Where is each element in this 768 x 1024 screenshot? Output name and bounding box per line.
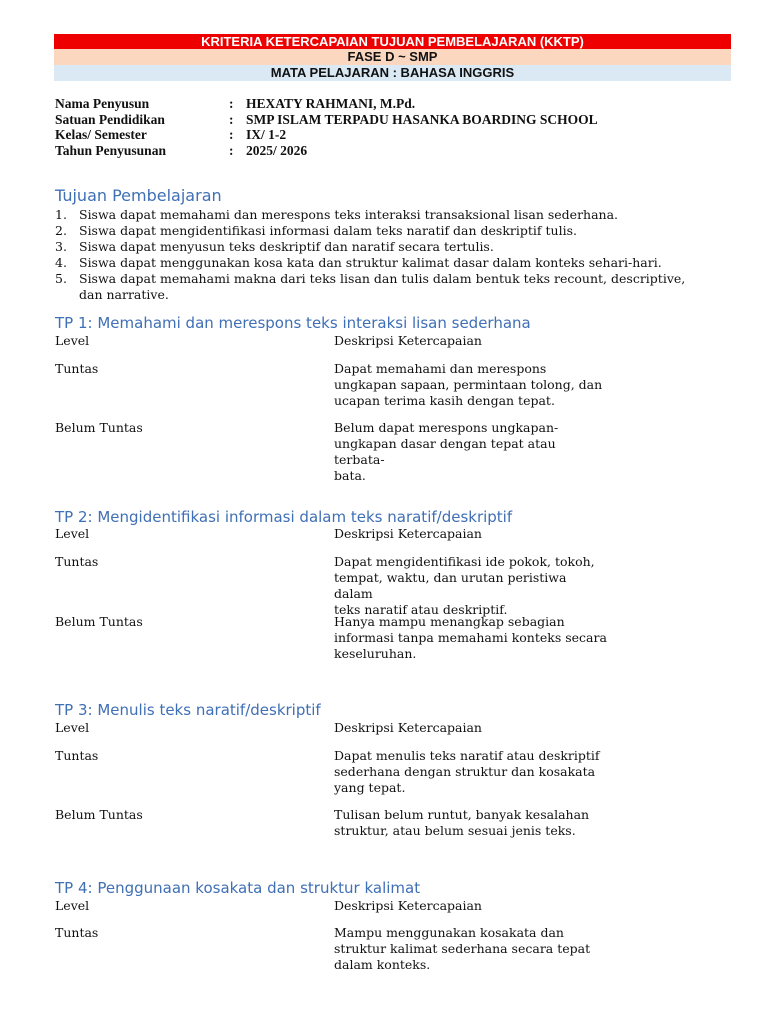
column-header-level: Level [55, 720, 90, 735]
list-item [55, 271, 695, 303]
list-number: 1. [55, 207, 67, 222]
meta-row-author [55, 96, 598, 112]
list-text: Siswa dapat menggunakan kosa kata dan struktur kalimat dasar dalam konteks sehari-hari. [79, 255, 662, 270]
subject-label: MATA PELAJARAN : BAHASA INGGRIS [270, 65, 515, 80]
column-header-level: Level [55, 898, 90, 913]
phase-bar [54, 49, 731, 65]
meta-label: Kelas/ Semester [55, 127, 147, 142]
meta-value: SMP ISLAM TERPADU HASANKA BOARDING SCHOOL [246, 111, 598, 127]
goals-list [55, 207, 695, 303]
level-label: Tuntas [55, 748, 99, 763]
level-label: Belum Tuntas [55, 420, 143, 435]
meta-label: Satuan Pendidikan [55, 111, 165, 127]
level-label: Tuntas [55, 361, 99, 376]
list-number: 2. [55, 223, 67, 238]
meta-row-year [55, 143, 598, 159]
section-title-tp3: TP 3: Menulis teks naratif/deskriptif [55, 701, 321, 719]
meta-label: Tahun Penyusunan [55, 142, 166, 158]
achievement-description: Dapat menulis teks naratif atau deskriptif sederhana dengan struktur dan kosakata yang tepat. [334, 748, 600, 795]
list-item [55, 255, 695, 271]
goals-heading: Tujuan Pembelajaran [55, 186, 222, 205]
meta-separator: : [229, 127, 234, 142]
meta-separator: : [229, 142, 234, 158]
column-header-description: Deskripsi Ketercapaian [334, 898, 482, 913]
list-item [55, 239, 695, 255]
meta-separator: : [229, 96, 234, 111]
level-label: Belum Tuntas [55, 807, 143, 822]
level-label: Belum Tuntas [55, 614, 143, 629]
column-header-level: Level [55, 333, 90, 348]
list-number: 5. [55, 271, 67, 286]
meta-row-school [55, 112, 598, 128]
section-title-tp2: TP 2: Mengidentifikasi informasi dalam teks naratif/deskriptif [55, 508, 513, 526]
list-number: 3. [55, 239, 67, 254]
list-number: 4. [55, 255, 67, 270]
achievement-description: Dapat mengidentifikasi ide pokok, tokoh, tempat, waktu, dan urutan peristiwa dalam teks naratif atau deskriptif. [334, 554, 595, 617]
section-title-tp1: TP 1: Memahami dan merespons teks interaksi lisan sederhana [55, 314, 531, 332]
section-title-tp4: TP 4: Penggunaan kosakata dan struktur kalimat [55, 879, 421, 897]
level-label: Tuntas [55, 925, 99, 940]
column-header-description: Deskripsi Ketercapaian [334, 526, 482, 541]
document-meta [55, 96, 598, 158]
level-label: Tuntas [55, 554, 99, 569]
document-title-bar [54, 34, 731, 49]
achievement-description: Hanya mampu menangkap sebagian informasi tanpa memahami konteks secara keseluruhan. [334, 614, 607, 661]
list-text: Siswa dapat menyusun teks deskriptif dan naratif secara tertulis. [79, 239, 494, 254]
column-header-level: Level [55, 526, 90, 541]
meta-label: Nama Penyusun [55, 96, 150, 111]
phase-label: FASE D ~ SMP [347, 49, 438, 64]
list-item [55, 207, 695, 223]
list-text: Siswa dapat memahami dan merespons teks interaksi transaksional lisan sederhana. [79, 207, 619, 222]
list-text: Siswa dapat memahami makna dari teks lisan dan tulis dalam bentuk teks recount, descriptive, dan narrative. [79, 271, 686, 302]
achievement-description: Belum dapat merespons ungkapan- ungkapan dasar dengan tepat atau terbata- bata. [334, 420, 559, 483]
achievement-description: Mampu menggunakan kosakata dan struktur kalimat sederhana secara tepat dalam konteks. [334, 925, 591, 972]
achievement-description: Tulisan belum runtut, banyak kesalahan struktur, atau belum sesuai jenis teks. [334, 807, 590, 838]
meta-value: HEXATY RAHMANI, M.Pd. [246, 96, 416, 111]
column-header-description: Deskripsi Ketercapaian [334, 333, 482, 348]
column-header-description: Deskripsi Ketercapaian [334, 720, 482, 735]
meta-row-class [55, 127, 598, 143]
meta-separator: : [229, 111, 234, 127]
meta-value: IX/ 1-2 [246, 127, 287, 142]
meta-value: 2025/ 2026 [246, 142, 308, 158]
achievement-description: Dapat memahami dan merespons ungkapan sapaan, permintaan tolong, dan ucapan terima kasih dengan tepat. [334, 361, 603, 408]
subject-bar [54, 65, 731, 81]
list-text: Siswa dapat mengidentifikasi informasi dalam teks naratif dan deskriptif tulis. [79, 223, 577, 238]
document-title: KRITERIA KETERCAPAIAN TUJUAN PEMBELAJARAN (KKTP) [201, 34, 584, 49]
list-item [55, 223, 695, 239]
